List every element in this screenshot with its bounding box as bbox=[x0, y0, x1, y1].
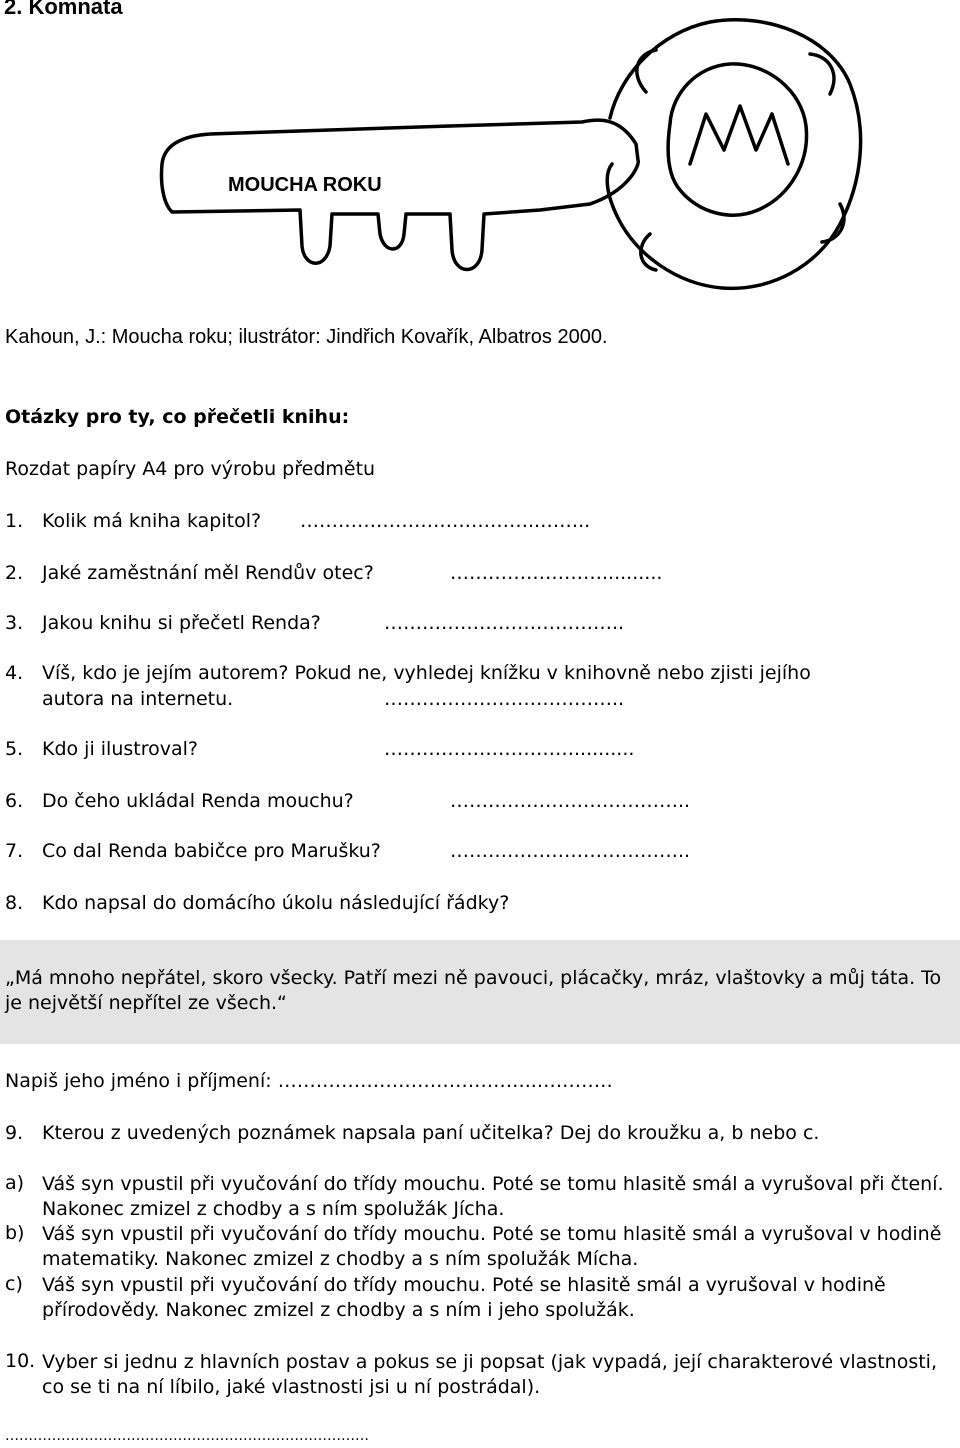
option-text: Váš syn vpustil při vyučování do třídy mouchu. Poté se hlasitě smál a vyrušoval v hodině přírodovědy. Nakonec zmizel z chodby a s ním i jeho spolužák. bbox=[42, 1274, 886, 1321]
answer-dots: ………………………………..…….. bbox=[300, 510, 591, 532]
answer-line: …………………………………………………………………… bbox=[5, 1428, 369, 1444]
option-label: c) bbox=[5, 1273, 23, 1295]
question-number: 9. bbox=[5, 1122, 24, 1144]
answer-dots: ……………………………….. bbox=[450, 790, 691, 812]
answer-dots: ……………………………….. bbox=[384, 612, 625, 634]
section-heading: 2. Komnata bbox=[4, 0, 123, 19]
option-text: Váš syn vpustil při vyučování do třídy mouchu. Poté se tomu hlasitě smál a vyrušoval v hodině matematiky. Nakonec zmizel z chodby a s ním spolužák Mícha. bbox=[42, 1223, 942, 1270]
key-illustration bbox=[150, 14, 870, 304]
key-bow-outer bbox=[607, 20, 860, 289]
answer-dots: ……………………………….. bbox=[384, 688, 625, 710]
question-text: Do čeho ukládal Renda mouchu? bbox=[42, 790, 354, 812]
option-label: a) bbox=[5, 1172, 25, 1194]
question-text: Víš, kdo je jejím autorem? Pokud ne, vyhledej knížku v knihovně nebo zjisti jejího bbox=[42, 662, 811, 684]
question-text: Co dal Renda babičce pro Marušku? bbox=[42, 840, 381, 862]
question-number: 8. bbox=[5, 892, 24, 914]
quote-text: „Má mnoho nepřátel, skoro všecky. Patří mezi ně pavouci, plácačky, mráz, vlaštovky a můj táta. To je největší nepřítel ze všech.“ bbox=[5, 967, 942, 1014]
question-text: Kdo ji ilustroval? bbox=[42, 738, 198, 760]
answer-dots: …………………….......... bbox=[450, 562, 663, 584]
question-text-continued: autora na internetu. bbox=[42, 688, 234, 710]
question-text: Kterou z uvedených poznámek napsala paní učitelka? Dej do kroužku a, b nebo c. bbox=[42, 1122, 820, 1144]
question-text: Kdo napsal do domácího úkolu následující řádky? bbox=[42, 892, 510, 914]
question-number: 5. bbox=[5, 738, 24, 760]
question-number: 7. bbox=[5, 840, 24, 862]
option-text: Váš syn vpustil při vyučování do třídy mouchu. Poté se tomu hlasitě smál a vyrušoval při čtení. Nakonec zmizel z chodby a s ním spolužák Jícha. bbox=[42, 1173, 944, 1220]
answer-dots: ……………………………….. bbox=[450, 840, 691, 862]
question-number: 3. bbox=[5, 612, 24, 634]
question-text: Jaké zaměstnání měl Rendův otec? bbox=[42, 562, 374, 584]
question-number: 10. bbox=[5, 1350, 36, 1372]
answer-dots: ………………………….......... bbox=[384, 738, 635, 760]
questions-heading: Otázky pro ty, co přečetli knihu: bbox=[5, 406, 350, 428]
book-citation: Kahoun, J.: Moucha roku; ilustrátor: Jindřich Kovařík, Albatros 2000. bbox=[5, 326, 608, 348]
option-label: b) bbox=[5, 1222, 25, 1244]
question-number: 2. bbox=[5, 562, 24, 584]
question-text: Vyber si jednu z hlavních postav a pokus se ji popsat (jak vypadá, její charakterové vlastnosti, co se ti na ní líbilo, jaké vlastnosti jsi u ní postrádal). bbox=[42, 1351, 937, 1398]
key-bow-inner bbox=[668, 64, 806, 215]
name-answer-dots: …………………………………..………… bbox=[277, 1070, 613, 1092]
question-number: 1. bbox=[5, 510, 24, 532]
question-text: Jakou knihu si přečetl Renda? bbox=[42, 612, 321, 634]
question-number: 4. bbox=[5, 662, 24, 684]
name-prompt bbox=[5, 1070, 613, 1092]
instruction: Rozdat papíry A4 pro výrobu předmětu bbox=[5, 458, 376, 480]
question-number: 6. bbox=[5, 790, 24, 812]
key-bow-ornament bbox=[690, 106, 788, 164]
name-prompt-label: Napiš jeho jméno i příjmení: bbox=[5, 1070, 278, 1092]
question-text: Kolik má kniha kapitol? bbox=[42, 510, 262, 532]
key-title: MOUCHA ROKU bbox=[228, 174, 382, 196]
